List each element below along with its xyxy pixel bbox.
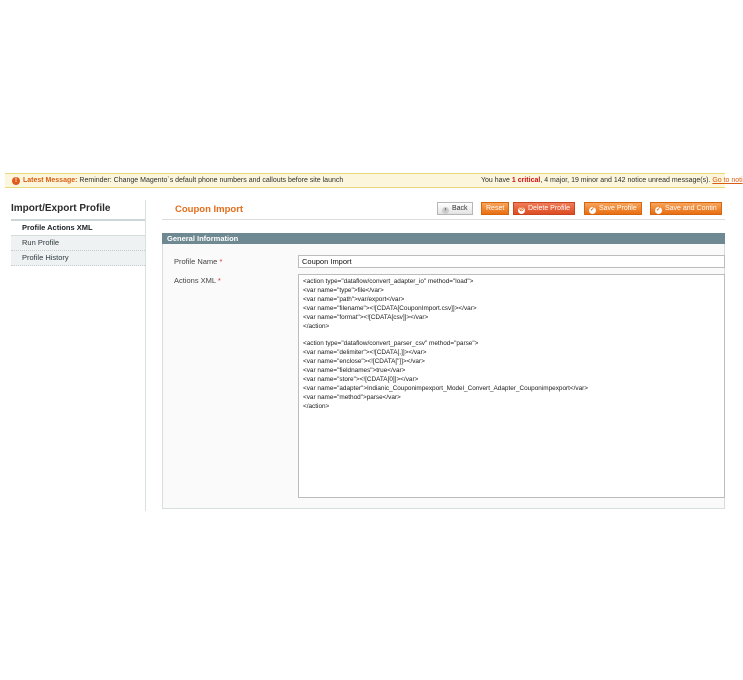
system-messages-bar xyxy=(5,173,743,188)
you-have-text: You have xyxy=(481,177,510,184)
xml-line: </action> xyxy=(303,402,330,410)
go-to-notifications-link[interactable]: Go to noti xyxy=(712,177,743,184)
tab-run-profile[interactable]: Run Profile xyxy=(11,236,145,251)
back-button[interactable] xyxy=(437,202,473,215)
critical-label: critical xyxy=(517,177,541,184)
xml-line: <var name="delimiter"><![CDATA[,]]></var> xyxy=(303,349,427,357)
save-and-continue-button[interactable] xyxy=(650,202,722,215)
latest-message-label: Latest Message: xyxy=(23,177,78,184)
xml-line: </action> xyxy=(303,322,330,330)
reset-button[interactable] xyxy=(481,202,509,215)
actions-xml-label xyxy=(174,276,221,285)
profile-name-label-text: Profile Name xyxy=(174,257,218,266)
header-divider xyxy=(162,219,725,220)
required-mark: * xyxy=(219,257,223,266)
xml-line: <var name="adapter">Indianic_Couponimpexport_Model_Convert_Adapter_Couponimpexport</var> xyxy=(303,384,589,392)
back-button-label: Back xyxy=(452,205,468,212)
tab-profile-actions-xml[interactable]: Profile Actions XML xyxy=(11,221,145,236)
xml-line: <var name="path">var/export</var> xyxy=(303,295,405,303)
xml-line: <var name="format"><![CDATA[csv]]></var> xyxy=(303,313,429,321)
delete-button-label: Delete Profile xyxy=(528,205,571,212)
profile-name-input[interactable]: Coupon Import xyxy=(298,255,725,268)
save-button-label: Save Profile xyxy=(599,205,637,212)
xml-line: <var name="fieldnames">true</var> xyxy=(303,367,406,374)
delete-icon: ⊘ xyxy=(518,207,525,213)
xml-line: <var name="method">parse</var> xyxy=(303,393,401,401)
unread-messages-summary xyxy=(481,177,743,184)
latest-message xyxy=(23,177,343,184)
save-continue-label: Save and Contin xyxy=(665,205,717,212)
xml-line: <var name="enclose"><![CDATA["]]></var> xyxy=(303,358,425,366)
sidebar-title: Import/Export Profile xyxy=(11,203,111,214)
back-arrow-icon: ‹ xyxy=(442,207,449,214)
save-profile-button[interactable] xyxy=(584,202,642,215)
messages-rest: , 4 major, 19 minor and 142 notice unread message(s). xyxy=(540,177,711,184)
critical-count: 1 xyxy=(511,177,516,184)
xml-line: <action type="dataflow/convert_parser_csv" method="parse"> xyxy=(303,340,479,348)
required-mark: * xyxy=(217,276,221,285)
warning-icon: ! xyxy=(12,177,20,185)
reset-button-label: Reset xyxy=(486,205,505,212)
profile-name-label xyxy=(174,257,222,266)
xml-line: <var name="store"><![CDATA[0]]></var> xyxy=(303,375,419,383)
section-header: General Information xyxy=(162,233,725,244)
actions-xml-textarea[interactable] xyxy=(298,274,725,498)
xml-line: <var name="filename"><![CDATA[CouponImport.csv]]></var> xyxy=(303,304,477,312)
delete-profile-button[interactable] xyxy=(513,202,575,215)
xml-line: <action type="dataflow/convert_adapter_io" method="load"> xyxy=(303,278,474,285)
actions-xml-label-text: Actions XML xyxy=(174,276,216,285)
save-continue-check-icon: ✓ xyxy=(655,207,662,213)
latest-message-text: Reminder: Change Magento`s default phone numbers and callouts before site launch xyxy=(79,177,344,184)
page-title: Coupon Import xyxy=(175,204,244,215)
tab-profile-history[interactable]: Profile History xyxy=(11,251,145,266)
sidebar-divider xyxy=(145,200,146,511)
sidebar-tabs xyxy=(11,219,145,266)
save-check-icon: ✓ xyxy=(589,207,596,213)
xml-line: <var name="type">file</var> xyxy=(303,286,384,294)
